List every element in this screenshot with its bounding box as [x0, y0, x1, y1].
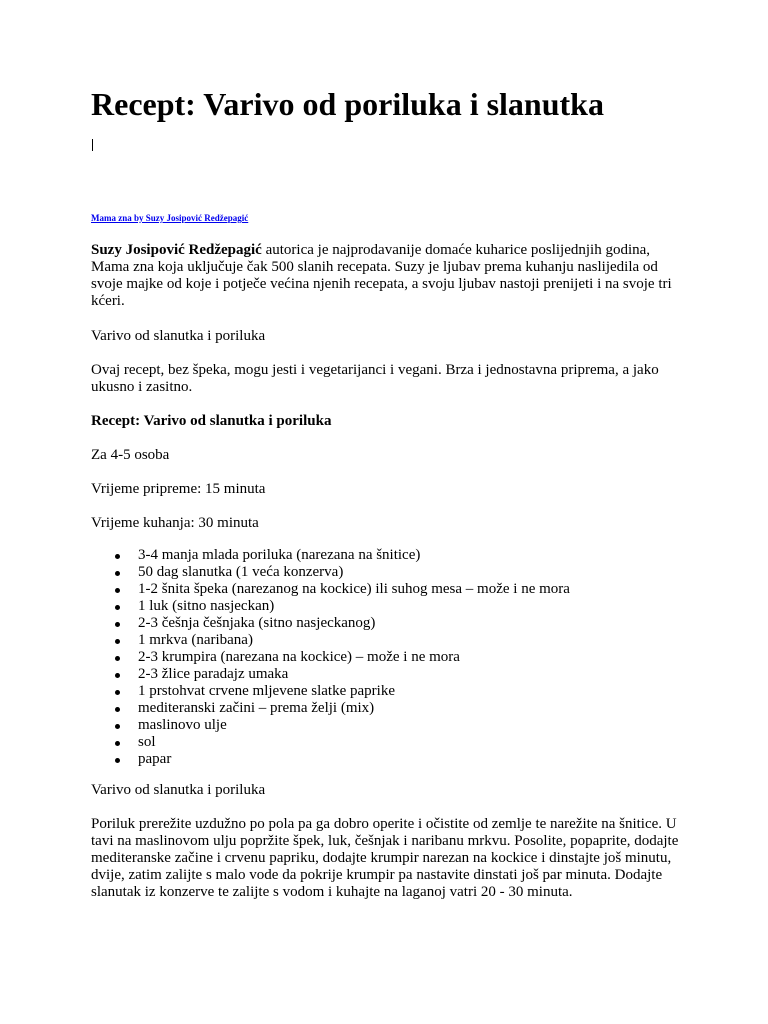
bullet-icon: [115, 673, 120, 678]
bullet-icon: [115, 741, 120, 746]
bullet-icon: [115, 656, 120, 661]
bullet-icon: [115, 690, 120, 695]
source-link[interactable]: Mama zna by Suzy Josipović Redžepagić: [91, 213, 249, 223]
prep-time: Vrijeme pripreme: 15 minuta: [91, 481, 266, 497]
ingredient-item: 50 dag slanutka (1 veća konzerva): [91, 564, 570, 581]
instructions-paragraph: Poriluk prerežite uzdužno po pola pa ga dobro operite i očistite od zemlje te narežite na šnitice. U tavi na maslinovom ulju popržite špek, luk, češnjak i naribanu mrkvu. Posolite, popaprite, dodajte mediteranske začine i crvenu papriku, dodajte krumpir narezan na kockice i dinstajte još minutu, dvije, zatim zalijte s malo vode da pokrije krumpir pa nastavite dinstati još par minuta. Dodajte slanutak iz konzerve te zalijte s vodom i kuhajte na laganoj vatri 20 - 30 minuta.: [91, 816, 679, 900]
subtitle-1: Varivo od slanutka i poriluka: [91, 328, 266, 344]
bullet-icon: [115, 605, 120, 610]
author-name: Suzy Josipović Redžepagić: [91, 242, 262, 258]
cook-time: Vrijeme kuhanja: 30 minuta: [91, 515, 259, 531]
bullet-icon: [115, 554, 120, 559]
bullet-icon: [115, 707, 120, 712]
ingredient-item: 3-4 manja mlada poriluka (narezana na šnitice): [91, 547, 570, 564]
ingredients-list: [91, 547, 570, 768]
bullet-icon: [115, 758, 120, 763]
ingredient-item: 1-2 šnita špeka (narezanog na kockice) ili suhog mesa – može i ne mora: [91, 581, 570, 598]
ingredient-item: 1 prstohvat crvene mljevene slatke paprike: [91, 683, 570, 700]
bullet-icon: [115, 571, 120, 576]
text-cursor-mark: [92, 139, 93, 151]
ingredient-item: 1 mrkva (naribana): [91, 632, 570, 649]
intro-paragraph: [91, 242, 691, 310]
ingredient-item: papar: [91, 751, 570, 768]
bullet-icon: [115, 639, 120, 644]
description-paragraph: Ovaj recept, bez špeka, mogu jesti i vegetarijanci i vegani. Brza i jednostavna priprema, a jako ukusno i zasitno.: [91, 362, 659, 395]
bullet-icon: [115, 724, 120, 729]
bullet-icon: [115, 588, 120, 593]
ingredient-item: sol: [91, 734, 570, 751]
ingredient-item: mediteranski začini – prema želji (mix): [91, 700, 570, 717]
ingredient-item: maslinovo ulje: [91, 717, 570, 734]
page-title: Recept: Varivo od poriluka i slanutka: [91, 86, 604, 122]
servings: Za 4-5 osoba: [91, 447, 170, 463]
ingredient-item: 1 luk (sitno nasjeckan): [91, 598, 570, 615]
intro-text: autorica je najprodavanije domaće kuharice poslijednjih godina, Mama zna koja uključuje čak 500 slanih recepata. Suzy je ljubav prema kuhanju naslijedila od svoje majke od koje i potječe većina njenih recepata, a svoju ljubav nastoji prenijeti i na svoje tri kćeri.: [91, 242, 672, 309]
ingredient-item: 2-3 češnja češnjaka (sitno nasjeckanog): [91, 615, 570, 632]
ingredient-item: 2-3 krumpira (narezana na kockice) – može i ne mora: [91, 649, 570, 666]
recipe-heading: Recept: Varivo od slanutka i poriluka: [91, 413, 332, 429]
subtitle-2: Varivo od slanutka i poriluka: [91, 782, 266, 798]
ingredient-item: 2-3 žlice paradajz umaka: [91, 666, 570, 683]
bullet-icon: [115, 622, 120, 627]
